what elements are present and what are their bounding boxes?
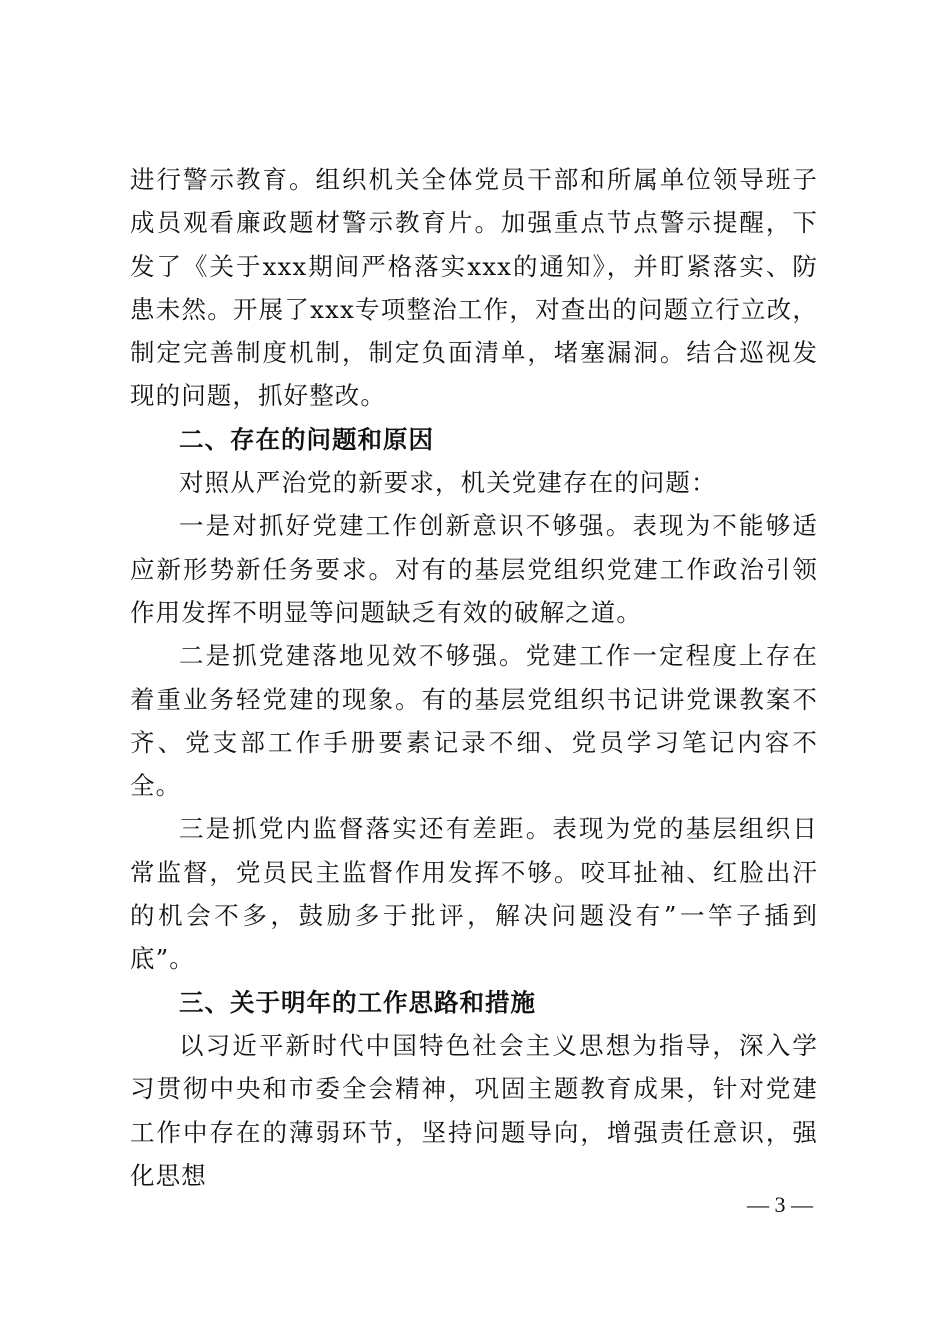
paragraph-problems-intro: 对照从严治党的新要求，机关党建存在的问题： <box>179 468 717 498</box>
page-number: — 3 — <box>747 1192 813 1217</box>
paragraph-problem-three: 三是抓党内监督落实还有差距。表现为党的基层组织日常监督，党员民主监督作用发挥不够。咬耳扯袖、红脸出汗的机会不多，鼓励多于批评，解决问题没有”一竿子插到底”。 <box>130 814 818 974</box>
document-body <box>130 158 818 1197</box>
section-heading-problems: 二、存在的问题和原因 <box>179 424 434 454</box>
section-heading-next-year: 三、关于明年的工作思路和措施 <box>179 987 536 1017</box>
paragraph-next-year: 以习近平新时代中国特色社会主义思想为指导，深入学习贯彻中央和市委全会精神，巩固主题教育成果，针对党建工作中存在的薄弱环节，坚持问题导向，增强责任意识，强化思想 <box>130 1030 818 1190</box>
paragraph-problem-two: 二是抓党建落地见效不够强。党建工作一定程度上存在着重业务轻党建的现象。有的基层党组织书记讲党课教案不齐、党支部工作手册要素记录不细、党员学习笔记内容不全。 <box>130 641 818 801</box>
paragraph-problem-one: 一是对抓好党建工作创新意识不够强。表现为不能够适应新形势新任务要求。对有的基层党组织党建工作政治引领作用发挥不明显等问题缺乏有效的破解之道。 <box>130 511 818 627</box>
paragraph-continuation: 进行警示教育。组织机关全体党员干部和所属单位领导班子成员观看廉政题材警示教育片。加强重点节点警示提醒，下发了《关于xxx期间严格落实xxx的通知》，并盯紧落实、防患未然。开展了xxx专项整治工作，对查出的问题立行立改，制定完善制度机制，制定负面清单，堵塞漏洞。结合巡视发现的问题，抓好整改。 <box>130 165 818 411</box>
